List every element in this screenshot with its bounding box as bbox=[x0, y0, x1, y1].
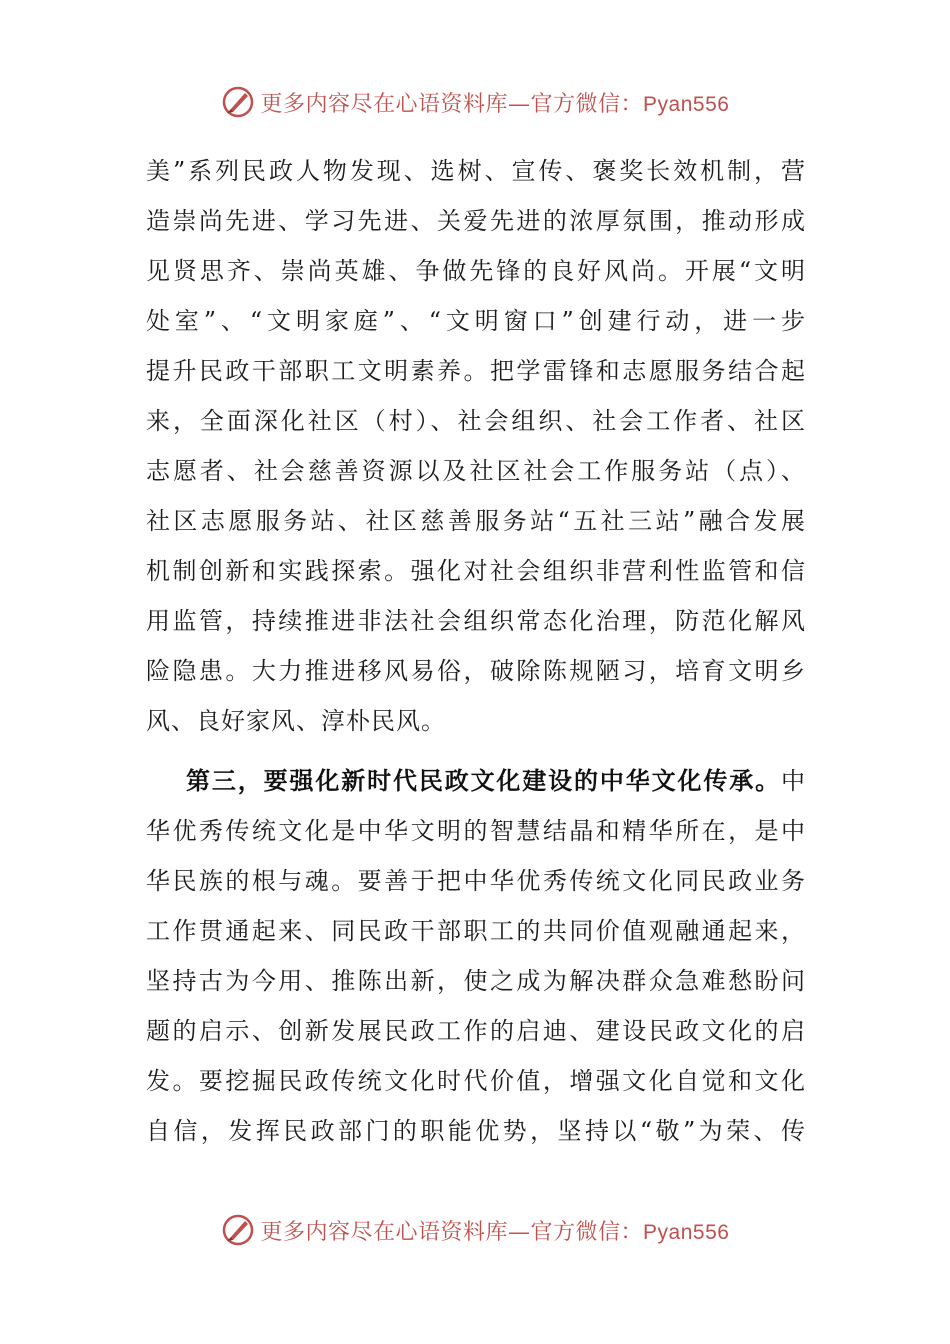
text-line: 来，全面深化社区（村）、社会组织、社会工作者、社区 bbox=[146, 407, 806, 435]
text-line: 坚持古为今用、推陈出新，使之成为解决群众急难愁盼问 bbox=[146, 967, 806, 995]
pen-logo-icon bbox=[221, 1213, 255, 1247]
text-line: 华优秀传统文化是中华文明的智慧结晶和精华所在，是中 bbox=[146, 817, 806, 845]
paragraph-1 bbox=[146, 146, 806, 746]
watermark-text bbox=[261, 87, 730, 118]
section-heading-line bbox=[146, 756, 806, 806]
paragraph-gap bbox=[146, 746, 806, 756]
document-body bbox=[146, 146, 806, 1156]
text-line: 见贤思齐、崇尚英雄、争做先锋的良好风尚。开展“文明 bbox=[146, 257, 806, 285]
text-line: 发。要挖掘民政传统文化时代价值，增强文化自觉和文化 bbox=[146, 1067, 806, 1095]
footer-watermark bbox=[0, 1210, 950, 1250]
text-line: 社区志愿服务站、社区慈善服务站“五社三站”融合发展 bbox=[146, 507, 806, 535]
text-line: 题的启示、创新发展民政工作的启迪、建设民政文化的启 bbox=[146, 1017, 806, 1045]
header-watermark bbox=[0, 82, 950, 122]
watermark-wechat-id: Pyan556 bbox=[643, 1220, 730, 1244]
text-line: 提升民政干部职工文明素养。把学雷锋和志愿服务结合起 bbox=[146, 357, 806, 385]
section-heading: 第三，要强化新时代民政文化建设的中华文化传承。 bbox=[186, 767, 781, 795]
watermark-main: 更多内容尽在心语资料库—官方微信： bbox=[260, 1219, 644, 1245]
text-line: 用监管，持续推进非法社会组织常态化治理，防范化解风 bbox=[146, 607, 806, 635]
text-line: 美”系列民政人物发现、选树、宣传、褒奖长效机制，营 bbox=[146, 157, 806, 185]
text-line: 险隐患。大力推进移风易俗，破除陈规陋习，培育文明乡 bbox=[146, 657, 806, 685]
pen-logo-icon bbox=[221, 85, 255, 119]
watermark-text bbox=[261, 1215, 730, 1246]
text-line: 工作贯通起来、同民政干部职工的共同价值观融通起来， bbox=[146, 917, 806, 945]
text-line: 处室”、“文明家庭”、“文明窗口”创建行动，进一步 bbox=[146, 307, 806, 335]
watermark-wechat-id: Pyan556 bbox=[643, 92, 730, 116]
text-line: 风、良好家风、淳朴民风。 bbox=[146, 707, 446, 735]
text-line: 造崇尚先进、学习先进、关爱先进的浓厚氛围，推动形成 bbox=[146, 207, 806, 235]
text-line-tail: 中 bbox=[781, 767, 806, 795]
watermark-main: 更多内容尽在心语资料库—官方微信： bbox=[260, 91, 644, 117]
text-line: 机制创新和实践探索。强化对社会组织非营利性监管和信 bbox=[146, 557, 806, 585]
text-line: 志愿者、社会慈善资源以及社区社会工作服务站（点）、 bbox=[146, 457, 806, 485]
text-line: 自信，发挥民政部门的职能优势，坚持以“敬”为荣、传 bbox=[146, 1117, 806, 1145]
text-line: 华民族的根与魂。要善于把中华优秀传统文化同民政业务 bbox=[146, 867, 806, 895]
paragraph-2 bbox=[146, 756, 806, 1156]
